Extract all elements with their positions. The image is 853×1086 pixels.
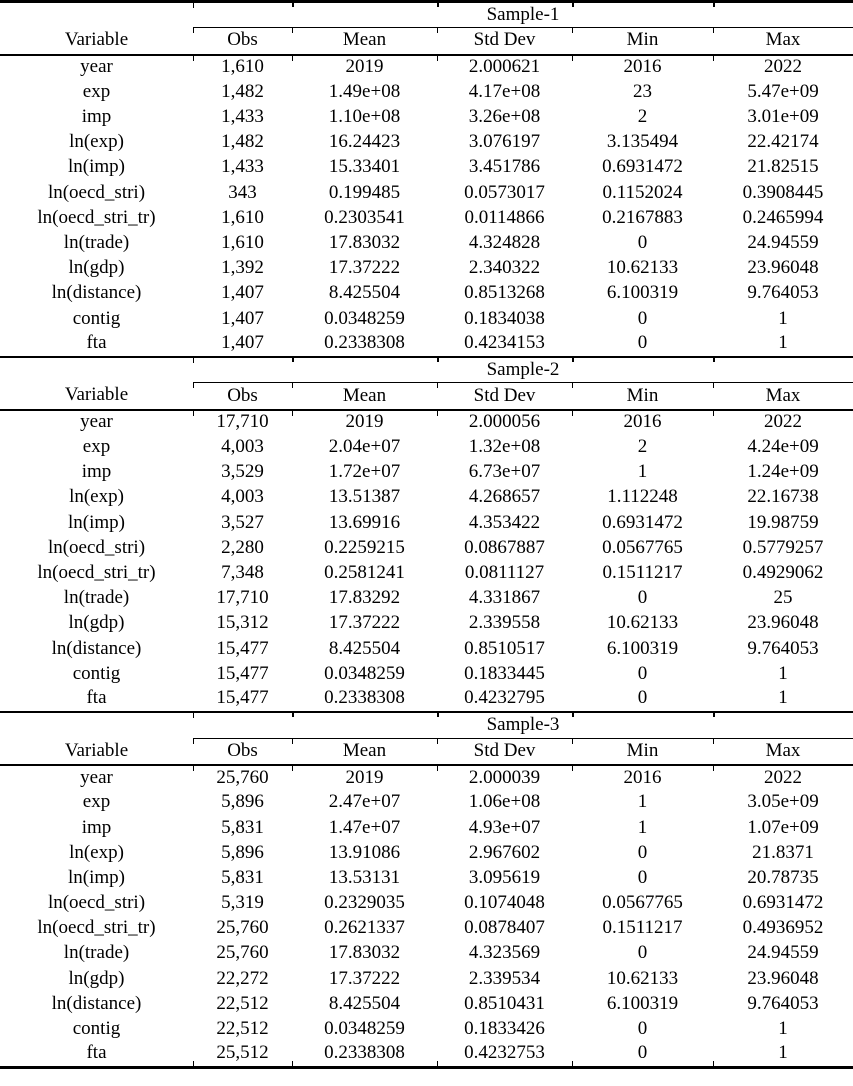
panel-title: Sample-3 — [193, 712, 853, 738]
stat-cell: 15,477 — [216, 662, 269, 684]
table-row — [0, 866, 853, 891]
stat-cell: 0.8510517 — [464, 637, 545, 659]
stat-cell: 0.3908445 — [742, 181, 824, 203]
stat-cell: 1.10e+08 — [328, 106, 401, 128]
stat-cell: 0.1834038 — [464, 307, 545, 329]
stat-cell: 0.8510431 — [464, 992, 545, 1014]
panel-title: Sample-1 — [193, 2, 853, 28]
variable-label: ln(distance) — [51, 282, 142, 304]
column-header-std-dev: Std Dev — [437, 383, 572, 410]
stat-cell: 9.764053 — [747, 992, 819, 1014]
stat-cell: 20.78735 — [747, 866, 819, 888]
stat-cell: 0 — [637, 307, 648, 329]
stat-cell: 2022 — [713, 55, 853, 80]
stat-cell: 25 — [773, 587, 793, 609]
stat-cell: 10.62133 — [606, 257, 679, 279]
stat-cell: 2 — [637, 106, 648, 128]
stat-cell: 15,312 — [216, 612, 269, 634]
stat-cell: 3.01e+09 — [747, 106, 819, 128]
stat-cell: 8.425504 — [328, 992, 401, 1014]
stat-cell: 4,003 — [221, 486, 264, 508]
stat-cell: 5,831 — [221, 866, 264, 888]
stat-cell: 21.8371 — [752, 841, 814, 863]
table-row — [0, 1042, 853, 1067]
variable-label: year — [0, 765, 193, 790]
tick-mark — [713, 712, 715, 717]
column-header-row — [0, 738, 853, 765]
stat-cell: 9.764053 — [747, 282, 819, 304]
variable-label: contig — [72, 1018, 121, 1040]
stat-cell: 0.2303541 — [324, 206, 405, 228]
stat-cell: 22,512 — [216, 992, 269, 1014]
stat-cell: 1.72e+07 — [328, 461, 401, 483]
stat-cell: 1 — [778, 307, 788, 329]
stat-cell: 1 — [778, 332, 788, 354]
stat-cell: 23 — [633, 80, 652, 102]
tick-mark — [292, 357, 294, 362]
stat-cell: 5,831 — [221, 816, 264, 838]
stat-cell: 5,896 — [221, 841, 264, 863]
table-row — [0, 662, 853, 687]
stat-cell: 0.2338308 — [324, 332, 405, 354]
variable-label: ln(oecd_stri_tr) — [37, 206, 156, 228]
stat-cell: 2.000056 — [437, 410, 572, 435]
stat-cell: 3,527 — [221, 511, 264, 533]
stat-cell: 2022 — [713, 410, 853, 435]
variable-label: fta — [86, 332, 107, 354]
stat-cell: 0 — [637, 687, 648, 709]
variable-label: exp — [82, 80, 111, 102]
table-row — [0, 687, 853, 712]
stat-cell: 24.94559 — [747, 231, 819, 253]
stat-cell: 0.6931472 — [742, 892, 824, 914]
stat-cell: 6.73e+07 — [468, 461, 541, 483]
table-row — [0, 511, 853, 536]
stat-cell: 0.0348259 — [324, 662, 405, 684]
stat-cell: 2016 — [572, 410, 713, 435]
table-row — [0, 815, 853, 840]
stat-cell: 24.94559 — [747, 942, 819, 964]
stat-cell: 4.331867 — [468, 587, 541, 609]
table-row — [0, 281, 853, 306]
stat-cell: 0.0567765 — [602, 892, 683, 914]
stat-cell: 4.324828 — [468, 231, 541, 253]
table-row — [0, 992, 853, 1017]
stat-cell: 0 — [637, 332, 648, 354]
stat-cell: 3.26e+08 — [468, 106, 541, 128]
stat-cell: 3.095619 — [468, 866, 541, 888]
stat-cell: 1.32e+08 — [468, 436, 541, 458]
table-row — [0, 841, 853, 866]
variable-label: year — [0, 410, 193, 435]
variable-label: ln(trade) — [63, 942, 130, 964]
stat-cell: 1 — [637, 816, 648, 838]
stat-cell: 25,760 — [216, 917, 269, 939]
stat-cell: 3.451786 — [468, 156, 541, 178]
stat-cell: 1.49e+08 — [328, 80, 401, 102]
stat-cell: 0.2338308 — [324, 687, 405, 709]
stat-cell: 17.37222 — [328, 257, 401, 279]
stat-cell: 7,348 — [221, 562, 264, 584]
table-row — [0, 332, 853, 357]
stat-cell: 3,529 — [221, 461, 264, 483]
stat-cell: 9.764053 — [747, 637, 819, 659]
column-header-variable: Variable — [64, 384, 129, 406]
stat-cell: 0.4929062 — [742, 562, 824, 584]
table-row — [0, 586, 853, 611]
stat-cell: 1.07e+09 — [747, 816, 819, 838]
stat-cell: 17.37222 — [328, 967, 401, 989]
tick-mark — [437, 357, 439, 362]
stat-cell: 2019 — [292, 55, 437, 80]
variable-label: ln(trade) — [63, 587, 130, 609]
stat-cell: 17.83032 — [328, 231, 401, 253]
stat-cell: 5,896 — [221, 791, 264, 813]
stat-cell: 2.47e+07 — [328, 791, 401, 813]
panel-title: Sample-2 — [193, 357, 853, 383]
table-row — [0, 105, 853, 130]
table-row — [0, 80, 853, 105]
stat-cell: 1.47e+07 — [328, 816, 401, 838]
stat-cell: 2019 — [292, 410, 437, 435]
column-header-max: Max — [713, 383, 853, 410]
table-row — [0, 536, 853, 561]
stat-cell: 0 — [637, 662, 648, 684]
stat-cell: 1 — [713, 1042, 853, 1067]
stat-cell: 4.93e+07 — [468, 816, 541, 838]
stat-cell: 23.96048 — [747, 257, 819, 279]
stat-cell: 1.112248 — [607, 486, 678, 508]
stat-cell: 17,710 — [216, 587, 269, 609]
stat-cell: 19.98759 — [747, 511, 819, 533]
variable-label: ln(exp) — [69, 131, 124, 153]
stat-cell: 0 — [637, 231, 648, 253]
stat-cell: 0 — [572, 1042, 713, 1067]
stat-cell: 0.1833445 — [464, 662, 545, 684]
table-row — [0, 180, 853, 205]
tick-mark — [572, 712, 574, 717]
stat-cell: 6.100319 — [606, 282, 679, 304]
stat-cell: 1.24e+09 — [747, 461, 819, 483]
table-row — [0, 435, 853, 460]
stat-cell: 4.268657 — [468, 486, 541, 508]
table-row — [0, 891, 853, 916]
stat-cell: 25,760 — [216, 942, 269, 964]
stat-cell: 1 — [637, 461, 648, 483]
stat-cell: 1,482 — [221, 80, 264, 102]
column-header-std-dev: Std Dev — [437, 28, 572, 55]
table-row — [0, 306, 853, 331]
stat-cell: 2016 — [572, 55, 713, 80]
table-row — [0, 561, 853, 586]
table-row — [0, 916, 853, 941]
variable-label: ln(imp) — [68, 511, 125, 533]
stat-cell: 0.4936952 — [742, 917, 824, 939]
tick-mark — [437, 712, 439, 717]
table-row — [0, 460, 853, 485]
stat-cell: 2.340322 — [468, 257, 541, 279]
panel-title-spacer — [0, 712, 193, 738]
variable-label: ln(imp) — [68, 156, 125, 178]
stat-cell: 8.425504 — [328, 637, 401, 659]
stat-cell: 0.2167883 — [602, 206, 683, 228]
stat-cell: 23.96048 — [747, 967, 819, 989]
table-row — [0, 155, 853, 180]
panel-title-row — [0, 357, 853, 383]
stat-cell: 25,760 — [193, 765, 292, 790]
stat-cell: 0.1833426 — [464, 1018, 545, 1040]
stat-cell: 2.000039 — [437, 765, 572, 790]
stat-cell: 2,280 — [221, 536, 264, 558]
stat-cell: 1,407 — [221, 282, 264, 304]
variable-label: imp — [81, 461, 112, 483]
column-header-variable: Variable — [64, 739, 129, 761]
stat-cell: 0.2621337 — [324, 917, 405, 939]
tick-mark — [292, 2, 294, 8]
stat-cell: 2.04e+07 — [328, 436, 401, 458]
stat-cell: 4.24e+09 — [747, 436, 819, 458]
variable-label: fta — [0, 1042, 193, 1067]
stat-cell: 22,272 — [216, 967, 269, 989]
stat-cell: 13.51387 — [328, 486, 401, 508]
variable-label: ln(trade) — [63, 231, 130, 253]
stat-cell: 0.0811127 — [464, 562, 545, 584]
stat-cell: 0.6931472 — [602, 156, 683, 178]
stat-cell: 1,610 — [221, 231, 264, 253]
variable-label: imp — [81, 106, 112, 128]
stat-cell: 0.0878407 — [464, 917, 545, 939]
variable-label: ln(oecd_stri) — [47, 892, 146, 914]
tick-mark — [437, 2, 439, 8]
tick-mark — [572, 357, 574, 362]
stat-cell: 0.2329035 — [324, 892, 405, 914]
variable-label: exp — [82, 791, 111, 813]
column-header-max: Max — [713, 738, 853, 765]
variable-label: ln(gdp) — [68, 612, 125, 634]
variable-label: year — [0, 55, 193, 80]
stat-cell: 0.8513268 — [464, 282, 545, 304]
variable-label: imp — [81, 816, 112, 838]
stat-cell: 13.91086 — [328, 841, 401, 863]
variable-label: ln(gdp) — [68, 967, 125, 989]
column-header-obs: Obs — [193, 28, 292, 55]
panel-title-spacer — [0, 357, 193, 383]
stat-cell: 2019 — [292, 765, 437, 790]
stat-cell: 22.16738 — [747, 486, 819, 508]
stat-cell: 0 — [637, 1018, 648, 1040]
stat-cell: 4.353422 — [468, 511, 541, 533]
table-row — [0, 410, 853, 435]
variable-label: ln(exp) — [69, 486, 124, 508]
stat-cell: 3.076197 — [468, 131, 541, 153]
stat-cell: 0.4232795 — [464, 687, 545, 709]
stat-cell: 2.339534 — [468, 967, 541, 989]
stat-cell: 0.4234153 — [464, 332, 545, 354]
column-header-min: Min — [572, 738, 713, 765]
stat-cell: 1,482 — [221, 131, 264, 153]
stat-cell: 0.0567765 — [602, 536, 683, 558]
stat-cell: 0.0348259 — [324, 307, 405, 329]
stat-cell: 23.96048 — [747, 612, 819, 634]
stat-cell: 0.0867887 — [464, 536, 545, 558]
stat-cell: 10.62133 — [606, 612, 679, 634]
stat-cell: 10.62133 — [606, 967, 679, 989]
stat-cell: 2.339558 — [468, 612, 541, 634]
tick-mark — [713, 357, 715, 362]
stat-cell: 0.6931472 — [602, 511, 683, 533]
variable-label: ln(distance) — [51, 992, 142, 1014]
stat-cell: 2 — [637, 436, 648, 458]
stat-cell: 1,407 — [221, 332, 264, 354]
stat-cell: 2.967602 — [468, 841, 541, 863]
stat-cell: 1,433 — [221, 156, 264, 178]
stat-cell: 22,512 — [216, 1018, 269, 1040]
table-row — [0, 206, 853, 231]
variable-label: ln(exp) — [69, 841, 124, 863]
variable-label: contig — [72, 662, 121, 684]
stat-cell: 0.2465994 — [742, 206, 824, 228]
stat-cell: 1 — [778, 662, 788, 684]
stat-cell: 1,433 — [221, 106, 264, 128]
table-row — [0, 1017, 853, 1042]
variable-label: ln(distance) — [51, 637, 142, 659]
table-row — [0, 231, 853, 256]
column-header-row — [0, 383, 853, 410]
stat-cell: 0.1511217 — [602, 917, 683, 939]
stat-cell: 0.2581241 — [324, 562, 405, 584]
stat-cell: 0.5779257 — [742, 536, 824, 558]
stat-cell: 0.0348259 — [324, 1018, 405, 1040]
stat-cell: 17,710 — [193, 410, 292, 435]
variable-label: exp — [82, 436, 111, 458]
stat-cell: 4.323569 — [468, 942, 541, 964]
column-header-min: Min — [572, 383, 713, 410]
tick-mark — [713, 2, 715, 8]
stat-cell: 1,392 — [221, 257, 264, 279]
variable-label: ln(oecd_stri_tr) — [37, 562, 156, 584]
table-row — [0, 256, 853, 281]
stat-cell: 6.100319 — [606, 992, 679, 1014]
stat-cell: 0 — [637, 841, 648, 863]
stat-cell: 1,610 — [221, 206, 264, 228]
stat-cell: 1 — [778, 687, 788, 709]
column-header-mean: Mean — [292, 383, 437, 410]
stat-cell: 1 — [778, 1018, 788, 1040]
stat-cell: 13.69916 — [328, 511, 401, 533]
table-row — [0, 485, 853, 510]
table-row — [0, 765, 853, 790]
stat-cell: 2016 — [572, 765, 713, 790]
stat-cell: 2022 — [713, 765, 853, 790]
stat-cell: 0.1511217 — [602, 562, 683, 584]
column-header-max: Max — [713, 28, 853, 55]
stat-cell: 17.83292 — [328, 587, 401, 609]
stat-cell: 1.06e+08 — [468, 791, 541, 813]
stat-cell: 0.2338308 — [292, 1042, 437, 1067]
variable-label: ln(oecd_stri) — [47, 181, 146, 203]
variable-label: ln(oecd_stri) — [47, 536, 146, 558]
table-row — [0, 941, 853, 966]
column-header-obs: Obs — [193, 738, 292, 765]
column-header-variable: Variable — [64, 29, 129, 51]
stat-cell: 17.83032 — [328, 942, 401, 964]
table-row — [0, 55, 853, 80]
stat-cell: 17.37222 — [328, 612, 401, 634]
stat-cell: 13.53131 — [328, 866, 401, 888]
stat-cell: 5,319 — [221, 892, 264, 914]
stat-cell: 0.1074048 — [464, 892, 545, 914]
panel-title-row — [0, 2, 853, 28]
variable-label: contig — [72, 307, 121, 329]
column-header-mean: Mean — [292, 738, 437, 765]
panel-title-row — [0, 712, 853, 738]
stat-cell: 21.82515 — [747, 156, 819, 178]
stat-cell: 1,407 — [221, 307, 264, 329]
column-header-obs: Obs — [193, 383, 292, 410]
stat-cell: 1 — [637, 791, 648, 813]
stat-cell: 0.2259215 — [324, 536, 405, 558]
stat-cell: 0.0114866 — [464, 206, 545, 228]
tick-mark — [292, 712, 294, 717]
stat-cell: 3.05e+09 — [747, 791, 819, 813]
stat-cell: 4.17e+08 — [468, 80, 541, 102]
variable-label: fta — [86, 687, 107, 709]
table-row — [0, 636, 853, 661]
stat-cell: 0.1152024 — [602, 181, 683, 203]
stat-cell: 0 — [637, 587, 648, 609]
stat-cell: 2.000621 — [437, 55, 572, 80]
stat-cell: 5.47e+09 — [747, 80, 819, 102]
table-row — [0, 130, 853, 155]
stat-cell: 0.0573017 — [464, 181, 545, 203]
stat-cell: 6.100319 — [606, 637, 679, 659]
tick-mark — [572, 2, 574, 8]
stat-cell: 15,477 — [216, 637, 269, 659]
column-header-mean: Mean — [292, 28, 437, 55]
column-header-std-dev: Std Dev — [437, 738, 572, 765]
stat-cell: 0 — [637, 866, 648, 888]
stat-cell: 8.425504 — [328, 282, 401, 304]
stat-cell: 1,610 — [193, 55, 292, 80]
stat-cell: 15.33401 — [328, 156, 401, 178]
stat-cell: 16.24423 — [328, 131, 401, 153]
stat-cell: 4,003 — [221, 436, 264, 458]
stat-cell: 0.4232753 — [437, 1042, 572, 1067]
panel-title-spacer — [0, 2, 193, 28]
stat-cell: 15,477 — [216, 687, 269, 709]
table-row — [0, 611, 853, 636]
variable-label: ln(gdp) — [68, 257, 125, 279]
stat-cell: 22.42174 — [747, 131, 819, 153]
column-header-min: Min — [572, 28, 713, 55]
column-header-row — [0, 28, 853, 55]
stat-cell: 0 — [637, 942, 648, 964]
table-row — [0, 790, 853, 815]
variable-label: ln(oecd_stri_tr) — [37, 917, 156, 939]
stat-cell: 25,512 — [193, 1042, 292, 1067]
stat-cell: 343 — [228, 181, 257, 203]
stat-cell: 0.199485 — [328, 181, 401, 203]
table-row — [0, 967, 853, 992]
stat-cell: 3.135494 — [606, 131, 679, 153]
variable-label: ln(imp) — [68, 866, 125, 888]
